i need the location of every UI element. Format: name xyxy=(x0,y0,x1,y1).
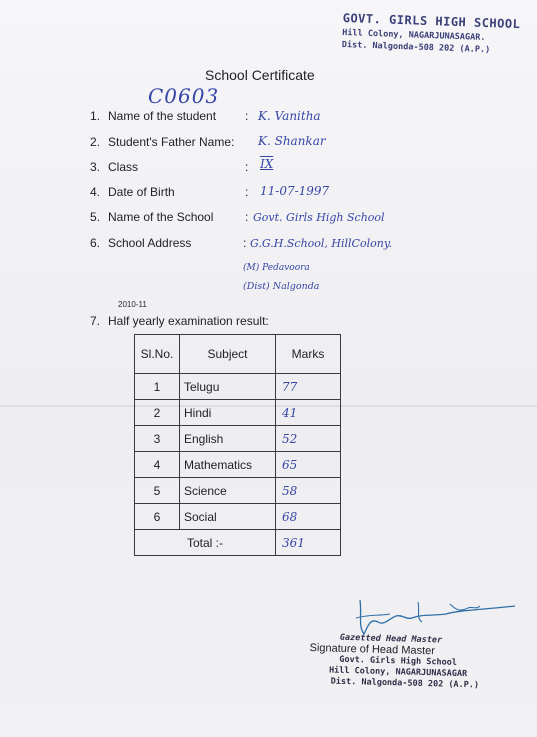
cell-slno: 2 xyxy=(135,400,180,426)
header-marks: Marks xyxy=(276,335,341,374)
cell-subject: Social xyxy=(180,504,276,530)
stamp-gazetted-title: Gazetted Head Master xyxy=(339,632,443,646)
header-subject: Subject xyxy=(180,335,276,374)
stamp-school-name: GOVT. GIRLS HIGH SCHOOL xyxy=(342,11,521,32)
cell-marks: 68 xyxy=(276,504,341,530)
field-label: School Address xyxy=(108,236,192,250)
total-value: 361 xyxy=(276,530,341,556)
page-title: School Certificate xyxy=(205,67,315,83)
field-colon: : xyxy=(245,160,249,174)
field-number: 3. xyxy=(90,160,101,174)
field-label: Name of the School xyxy=(108,210,214,224)
cell-marks: 58 xyxy=(276,478,341,504)
cell-slno: 1 xyxy=(135,374,180,400)
cell-marks: 41 xyxy=(276,400,341,426)
header-slno: Sl.No. xyxy=(135,335,180,374)
results-heading-label: Half yearly examination result: xyxy=(108,314,269,328)
school-stamp-header xyxy=(342,11,521,56)
field-value-school-name: Govt. Girls High School xyxy=(253,211,385,224)
field-number: 2. xyxy=(90,135,101,149)
total-label: Total :- xyxy=(135,530,276,556)
cell-subject: English xyxy=(180,426,276,452)
field-number: 1. xyxy=(90,109,101,123)
field-value-school-address: G.G.H.School, HillColony. xyxy=(250,237,393,250)
cell-slno: 5 xyxy=(135,478,180,504)
cell-subject: Hindi xyxy=(180,400,276,426)
cell-marks: 52 xyxy=(276,426,341,452)
cell-slno: 6 xyxy=(135,504,180,530)
field-label: Student's Father Name: xyxy=(108,135,235,149)
field-colon: : xyxy=(243,236,247,250)
cell-subject: Telugu xyxy=(180,374,276,400)
field-value-student-name: K. Vanitha xyxy=(258,109,321,123)
results-table xyxy=(134,334,341,556)
table-header-row xyxy=(135,335,341,374)
stamp-school-district: Dist. Nalgonda-508 202 (A.P.) xyxy=(341,39,491,56)
stamp-school-name: Govt. Girls High School xyxy=(339,654,458,668)
table-total-row xyxy=(135,530,341,556)
cell-subject: Mathematics xyxy=(180,452,276,478)
field-label: Date of Birth xyxy=(108,185,175,199)
field-label: Class xyxy=(108,160,139,174)
field-colon: : xyxy=(245,109,249,123)
table-row xyxy=(135,374,341,400)
cell-marks: 65 xyxy=(276,452,341,478)
signature-label: Signature of Head Master xyxy=(309,641,436,658)
table-row xyxy=(135,452,341,478)
field-number: 5. xyxy=(90,210,101,224)
field-value-class: IX xyxy=(260,157,274,171)
cell-subject: Science xyxy=(180,478,276,504)
table-row xyxy=(135,426,341,452)
field-number: 4. xyxy=(90,185,101,199)
stamp-school-colony: Hill Colony, NAGARJUNASAGAR. xyxy=(342,27,486,43)
stamp-school-colony: Hill Colony, NAGARJUNASAGAR xyxy=(328,665,468,680)
field-value-father-name: K. Shankar xyxy=(258,134,326,148)
field-number: 6. xyxy=(90,236,101,250)
field-colon: : xyxy=(245,185,249,199)
field-number: 7. xyxy=(90,314,101,328)
field-colon: : xyxy=(245,210,249,224)
headmaster-stamp xyxy=(309,632,481,691)
address-district: (Dist) Nalgonda xyxy=(243,281,320,292)
cell-marks: 77 xyxy=(276,374,341,400)
academic-year: 2010-11 xyxy=(118,300,147,309)
field-label: Name of the student xyxy=(108,109,217,123)
certificate-number: C0603 xyxy=(148,84,220,108)
table-row xyxy=(135,478,341,504)
address-mandal: (M) Pedavoora xyxy=(243,263,310,273)
cell-slno: 4 xyxy=(135,452,180,478)
table-row xyxy=(135,400,341,426)
stamp-school-district: Dist. Nalgonda-508 202 (A.P.) xyxy=(330,676,480,691)
cell-slno: 3 xyxy=(135,426,180,452)
field-value-dob: 11-07-1997 xyxy=(260,184,330,198)
table-row xyxy=(135,504,341,530)
